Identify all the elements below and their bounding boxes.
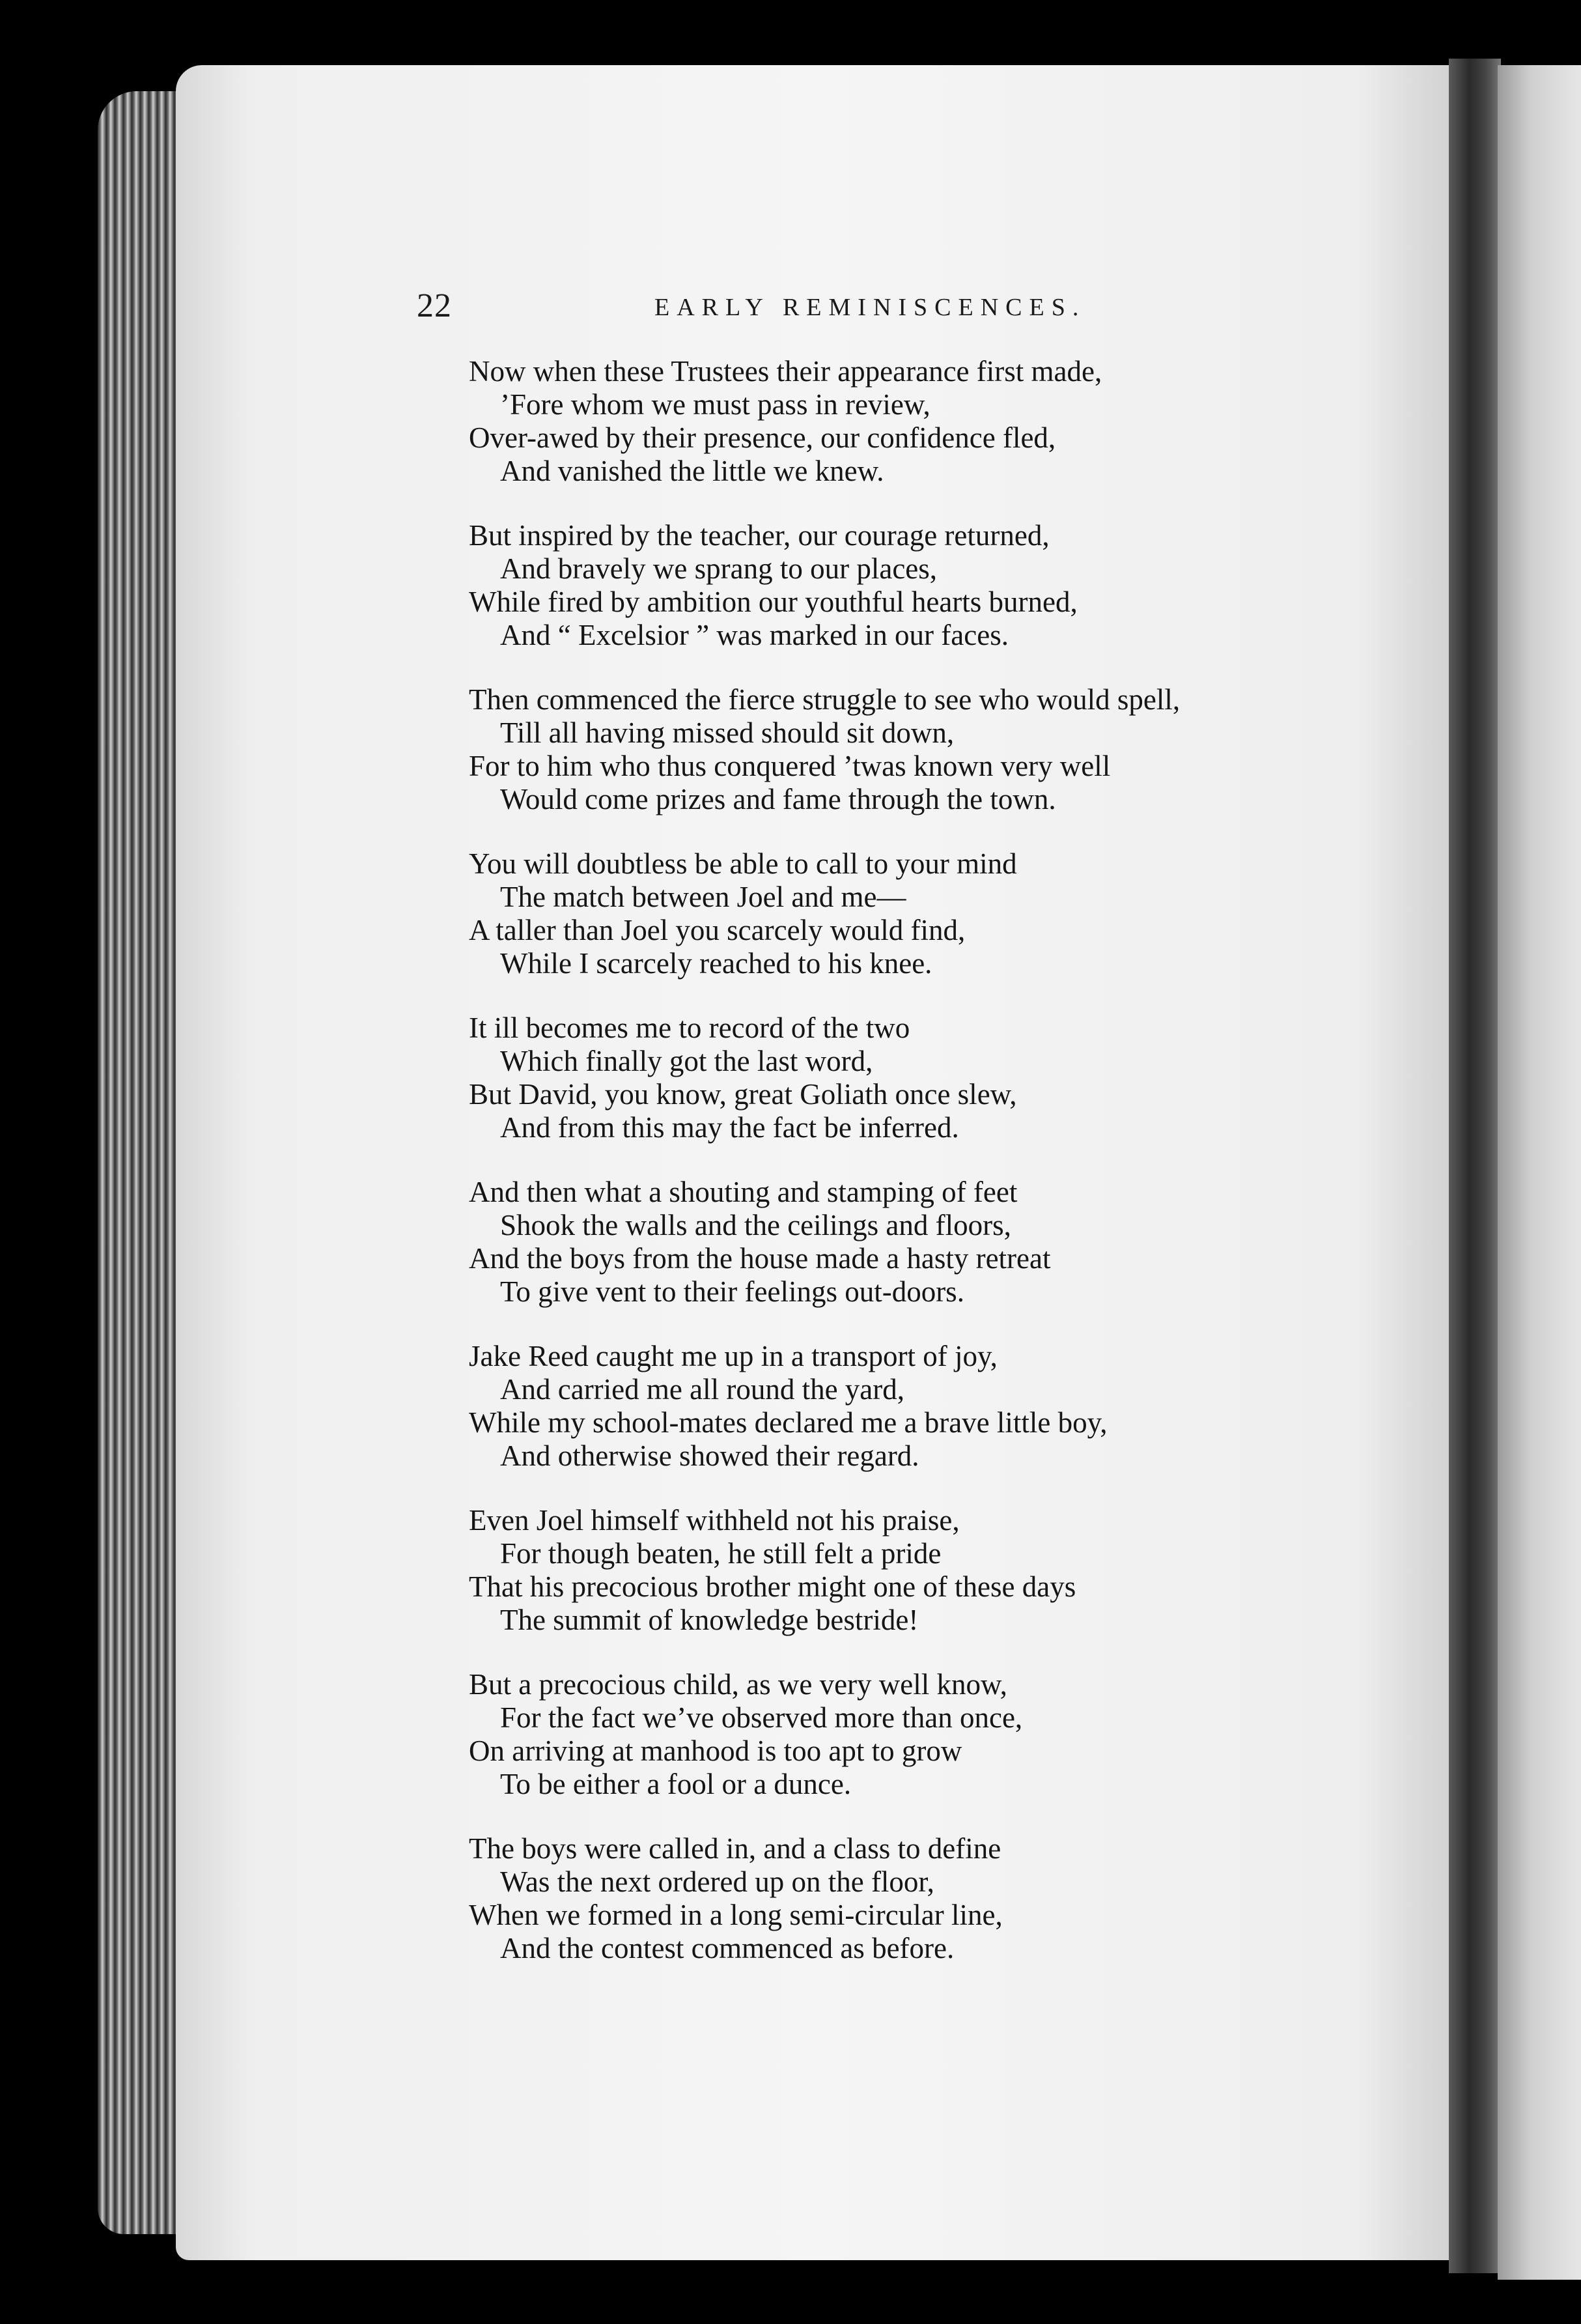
verse-line: Now when these Trustees their appearance first made,	[469, 355, 1102, 388]
stanza-5	[469, 1012, 1446, 1144]
verse-line: Till all having missed should sit down,	[500, 716, 955, 749]
verse-line: But inspired by the teacher, our courage returned,	[469, 519, 1050, 552]
verse-line: When we formed in a long semi-circular line,	[469, 1899, 1003, 1931]
stanza-6	[469, 1176, 1446, 1309]
verse-line: And the contest commenced as before.	[500, 1932, 955, 1964]
stanza-3	[469, 683, 1446, 816]
verse-line: Then commenced the fierce struggle to see who would spell,	[469, 683, 1181, 716]
page-number: 22	[417, 287, 452, 324]
verse-line: To be either a fool or a dunce.	[500, 1768, 852, 1800]
running-head	[417, 287, 1524, 326]
verse-line: Over-awed by their presence, our confidence fled,	[469, 421, 1056, 454]
verse-line: On arriving at manhood is too apt to grow	[469, 1735, 962, 1767]
verse-line: The match between Joel and me—	[500, 881, 906, 913]
verse-line: And then what a shouting and stamping of feet	[469, 1176, 1018, 1208]
verse-line: To give vent to their feelings out-doors.	[500, 1275, 964, 1308]
verse-line: Was the next ordered up on the floor,	[500, 1865, 934, 1898]
verse-line: Jake Reed caught me up in a transport of joy,	[469, 1340, 998, 1372]
book-gutter	[1449, 59, 1501, 2273]
facing-page-edge	[1498, 65, 1581, 2280]
stanza-10	[469, 1832, 1446, 1965]
verse-line: Would come prizes and fame through the town.	[500, 783, 1056, 815]
verse-line: And “ Excelsior ” was marked in our faces.	[500, 619, 1009, 651]
verse-line: And from this may the fact be inferred.	[500, 1111, 959, 1144]
stanza-1	[469, 355, 1446, 488]
running-title: EARLY REMINISCENCES.	[654, 294, 1086, 321]
verse-line: For the fact we’ve observed more than once,	[500, 1701, 1023, 1734]
stanza-8	[469, 1504, 1446, 1637]
verse-line: While my school-mates declared me a brave little boy,	[469, 1406, 1108, 1439]
verse-line: While fired by ambition our youthful hearts burned,	[469, 586, 1078, 618]
verse-line: The summit of knowledge bestride!	[500, 1604, 919, 1636]
verse-line: That his precocious brother might one of these days	[469, 1570, 1076, 1603]
verse-line: Which finally got the last word,	[500, 1045, 873, 1077]
verse-line: But a precocious child, as we very well know,	[469, 1668, 1007, 1701]
stanza-7	[469, 1340, 1446, 1473]
verse-line: But David, you know, great Goliath once slew,	[469, 1078, 1017, 1111]
verse-line: And bravely we sprang to our places,	[500, 552, 938, 585]
verse-line: A taller than Joel you scarcely would find,	[469, 914, 966, 946]
verse-line: Even Joel himself withheld not his praise,	[469, 1504, 960, 1537]
verse-line: For to him who thus conquered ’twas known very well	[469, 750, 1111, 782]
poem-body	[469, 355, 1446, 1996]
verse-line: Shook the walls and the ceilings and floors,	[500, 1209, 1011, 1241]
verse-line: While I scarcely reached to his knee.	[500, 947, 932, 980]
verse-line: For though beaten, he still felt a pride	[500, 1537, 942, 1570]
stanza-4	[469, 847, 1446, 980]
stanza-9	[469, 1668, 1446, 1801]
verse-line: The boys were called in, and a class to define	[469, 1832, 1001, 1865]
verse-line: And the boys from the house made a hasty retreat	[469, 1242, 1051, 1275]
verse-line: And otherwise showed their regard.	[500, 1439, 919, 1472]
verse-line: And vanished the little we knew.	[500, 455, 884, 487]
verse-line: It ill becomes me to record of the two	[469, 1012, 910, 1044]
stanza-2	[469, 519, 1446, 652]
verse-line: You will doubtless be able to call to your mind	[469, 847, 1017, 880]
verse-line: ’Fore whom we must pass in review,	[500, 388, 930, 421]
verse-line: And carried me all round the yard,	[500, 1373, 905, 1406]
